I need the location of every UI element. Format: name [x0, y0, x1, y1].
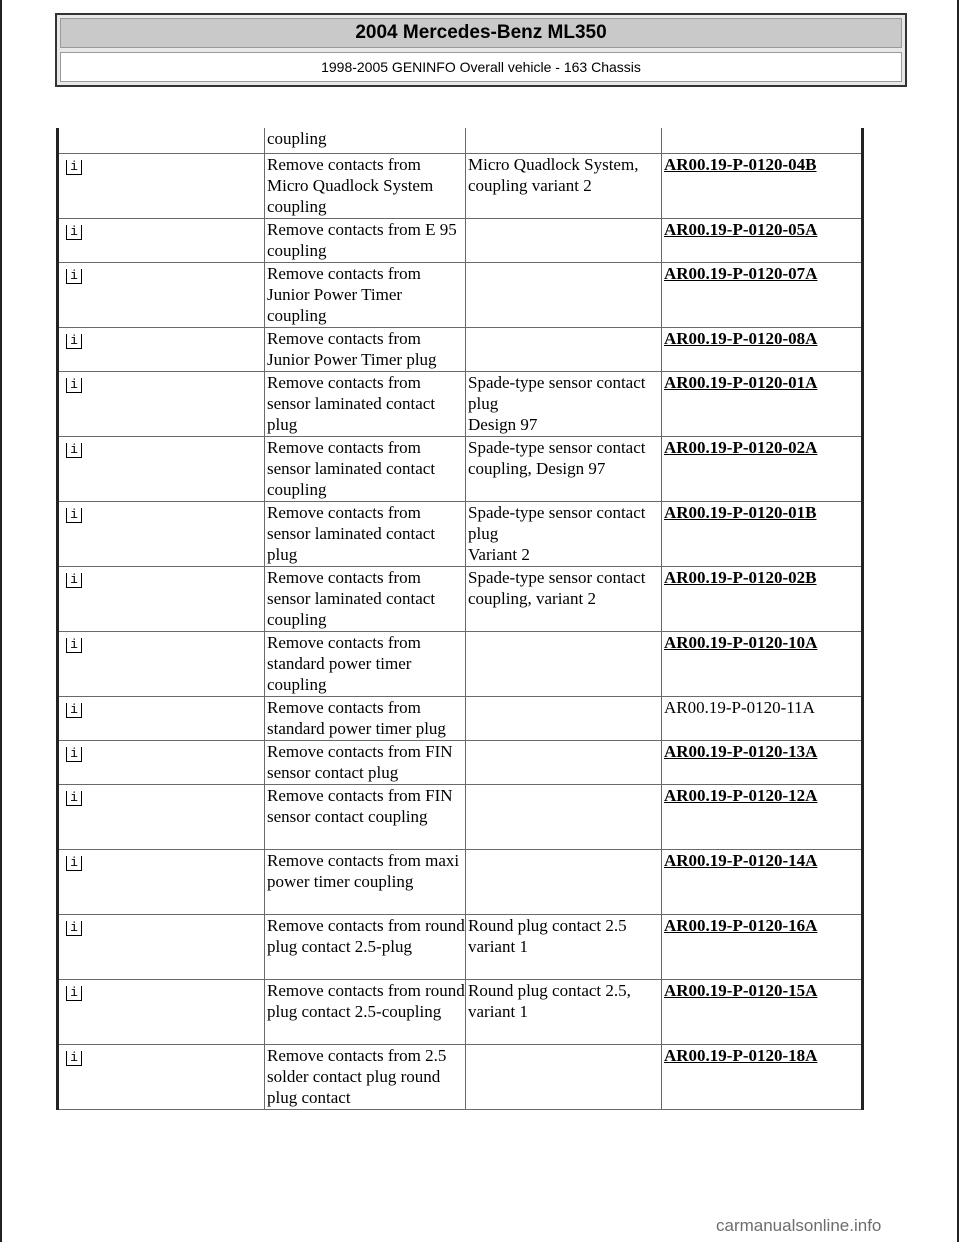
reference-cell	[662, 915, 863, 980]
component-cell	[466, 697, 662, 741]
reference-link[interactable]: AR00.19-P-0120-07A	[664, 264, 818, 283]
icon-cell	[58, 1045, 265, 1110]
reference-cell	[662, 502, 863, 567]
info-icon[interactable]: i	[66, 508, 82, 523]
component-cell: Spade-type sensor contact coupling, variant 2	[466, 567, 662, 632]
page-border-left	[0, 0, 2, 1242]
procedure-table-body	[58, 128, 863, 1110]
step-description: Remove contacts from FIN sensor contact plug	[265, 741, 466, 785]
step-description: Remove contacts from sensor laminated contact coupling	[265, 437, 466, 502]
reference-cell	[662, 219, 863, 263]
table-row	[58, 372, 863, 437]
icon-cell	[58, 219, 265, 263]
step-description: Remove contacts from standard power timer plug	[265, 697, 466, 741]
icon-cell	[58, 697, 265, 741]
component-cell	[466, 785, 662, 850]
component-cell: Spade-type sensor contact plug Design 97	[466, 372, 662, 437]
table-row	[58, 785, 863, 850]
reference-link[interactable]: AR00.19-P-0120-10A	[664, 633, 818, 652]
watermark: carmanualsonline.info	[716, 1216, 882, 1235]
icon-cell	[58, 263, 265, 328]
page-border-right	[957, 0, 959, 1242]
icon-cell	[58, 850, 265, 915]
component-cell	[466, 632, 662, 697]
table-row	[58, 437, 863, 502]
component-cell	[466, 219, 662, 263]
reference-cell	[662, 128, 863, 154]
table-row	[58, 741, 863, 785]
step-description: Remove contacts from sensor laminated contact plug	[265, 502, 466, 567]
component-cell: Round plug contact 2.5 variant 1	[466, 915, 662, 980]
step-description: coupling	[265, 128, 466, 154]
table-row	[58, 502, 863, 567]
component-cell: Micro Quadlock System, coupling variant 2	[466, 154, 662, 219]
component-cell	[466, 1045, 662, 1110]
page-header	[55, 13, 907, 87]
table-row	[58, 219, 863, 263]
reference-cell	[662, 1045, 863, 1110]
icon-cell	[58, 632, 265, 697]
step-description: Remove contacts from sensor laminated contact coupling	[265, 567, 466, 632]
step-description: Remove contacts from maxi power timer coupling	[265, 850, 466, 915]
reference-link[interactable]: AR00.19-P-0120-02A	[664, 438, 818, 457]
step-description: Remove contacts from 2.5 solder contact plug round plug contact	[265, 1045, 466, 1110]
icon-cell	[58, 328, 265, 372]
step-description: Remove contacts from round plug contact 2.5-coupling	[265, 980, 466, 1045]
table-row	[58, 632, 863, 697]
table-row	[58, 154, 863, 219]
table-row	[58, 1045, 863, 1110]
info-icon[interactable]: i	[66, 1051, 82, 1066]
info-icon[interactable]: i	[66, 443, 82, 458]
step-description: Remove contacts from sensor laminated contact plug	[265, 372, 466, 437]
info-icon[interactable]: i	[66, 638, 82, 653]
reference-cell	[662, 263, 863, 328]
reference-link[interactable]: AR00.19-P-0120-15A	[664, 981, 818, 1000]
component-cell	[466, 328, 662, 372]
reference-link[interactable]: AR00.19-P-0120-01B	[664, 503, 817, 522]
reference-link[interactable]: AR00.19-P-0120-18A	[664, 1046, 818, 1065]
info-icon[interactable]: i	[66, 703, 82, 718]
component-cell: Spade-type sensor contact coupling, Design 97	[466, 437, 662, 502]
icon-cell	[58, 502, 265, 567]
icon-cell	[58, 915, 265, 980]
reference-cell	[662, 785, 863, 850]
reference-cell	[662, 741, 863, 785]
info-icon[interactable]: i	[66, 269, 82, 284]
component-cell	[466, 741, 662, 785]
reference-cell	[662, 850, 863, 915]
info-icon[interactable]: i	[66, 160, 82, 175]
step-description: Remove contacts from FIN sensor contact coupling	[265, 785, 466, 850]
reference-link[interactable]: AR00.19-P-0120-13A	[664, 742, 818, 761]
page-subtitle: 1998-2005 GENINFO Overall vehicle - 163 Chassis	[60, 52, 902, 82]
icon-cell	[58, 154, 265, 219]
icon-cell	[58, 567, 265, 632]
component-cell: Round plug contact 2.5, variant 1	[466, 980, 662, 1045]
info-icon[interactable]: i	[66, 921, 82, 936]
icon-cell	[58, 372, 265, 437]
step-description: Remove contacts from Micro Quadlock System coupling	[265, 154, 466, 219]
reference-cell	[662, 437, 863, 502]
icon-cell	[58, 128, 265, 154]
reference-link[interactable]: AR00.19-P-0120-02B	[664, 568, 817, 587]
info-icon[interactable]: i	[66, 856, 82, 871]
reference-cell	[662, 567, 863, 632]
reference-cell	[662, 980, 863, 1045]
table-row	[58, 328, 863, 372]
page-title: 2004 Mercedes-Benz ML350	[60, 18, 902, 48]
step-description: Remove contacts from Junior Power Timer coupling	[265, 263, 466, 328]
icon-cell	[58, 437, 265, 502]
component-cell	[466, 128, 662, 154]
step-description: Remove contacts from E 95 coupling	[265, 219, 466, 263]
reference-link[interactable]: AR00.19-P-0120-04B	[664, 155, 817, 174]
icon-cell	[58, 785, 265, 850]
reference-cell	[662, 372, 863, 437]
component-cell	[466, 850, 662, 915]
reference-text: AR00.19-P-0120-11A	[664, 698, 815, 717]
info-icon[interactable]: i	[66, 986, 82, 1001]
component-cell: Spade-type sensor contact plug Variant 2	[466, 502, 662, 567]
info-icon[interactable]: i	[66, 791, 82, 806]
reference-link[interactable]: AR00.19-P-0120-05A	[664, 220, 818, 239]
info-icon[interactable]: i	[66, 573, 82, 588]
reference-link[interactable]: AR00.19-P-0120-12A	[664, 786, 818, 805]
table-row	[58, 567, 863, 632]
info-icon[interactable]: i	[66, 747, 82, 762]
reference-link[interactable]: AR00.19-P-0120-16A	[664, 916, 818, 935]
reference-link[interactable]: AR00.19-P-0120-01A	[664, 373, 818, 392]
step-description: Remove contacts from standard power timer coupling	[265, 632, 466, 697]
table-row	[58, 850, 863, 915]
icon-cell	[58, 741, 265, 785]
component-cell	[466, 263, 662, 328]
reference-cell	[662, 632, 863, 697]
procedure-table	[56, 128, 864, 1110]
reference-link[interactable]: AR00.19-P-0120-08A	[664, 329, 818, 348]
table-row	[58, 697, 863, 741]
reference-link[interactable]: AR00.19-P-0120-14A	[664, 851, 818, 870]
info-icon[interactable]: i	[66, 334, 82, 349]
table-row	[58, 980, 863, 1045]
icon-cell	[58, 980, 265, 1045]
reference-cell	[662, 328, 863, 372]
table-row	[58, 915, 863, 980]
step-description: Remove contacts from round plug contact 2.5-plug	[265, 915, 466, 980]
table-row	[58, 263, 863, 328]
step-description: Remove contacts from Junior Power Timer plug	[265, 328, 466, 372]
reference-cell	[662, 697, 863, 741]
reference-cell	[662, 154, 863, 219]
info-icon[interactable]: i	[66, 378, 82, 393]
info-icon[interactable]: i	[66, 225, 82, 240]
table-row-continuation	[58, 128, 863, 154]
